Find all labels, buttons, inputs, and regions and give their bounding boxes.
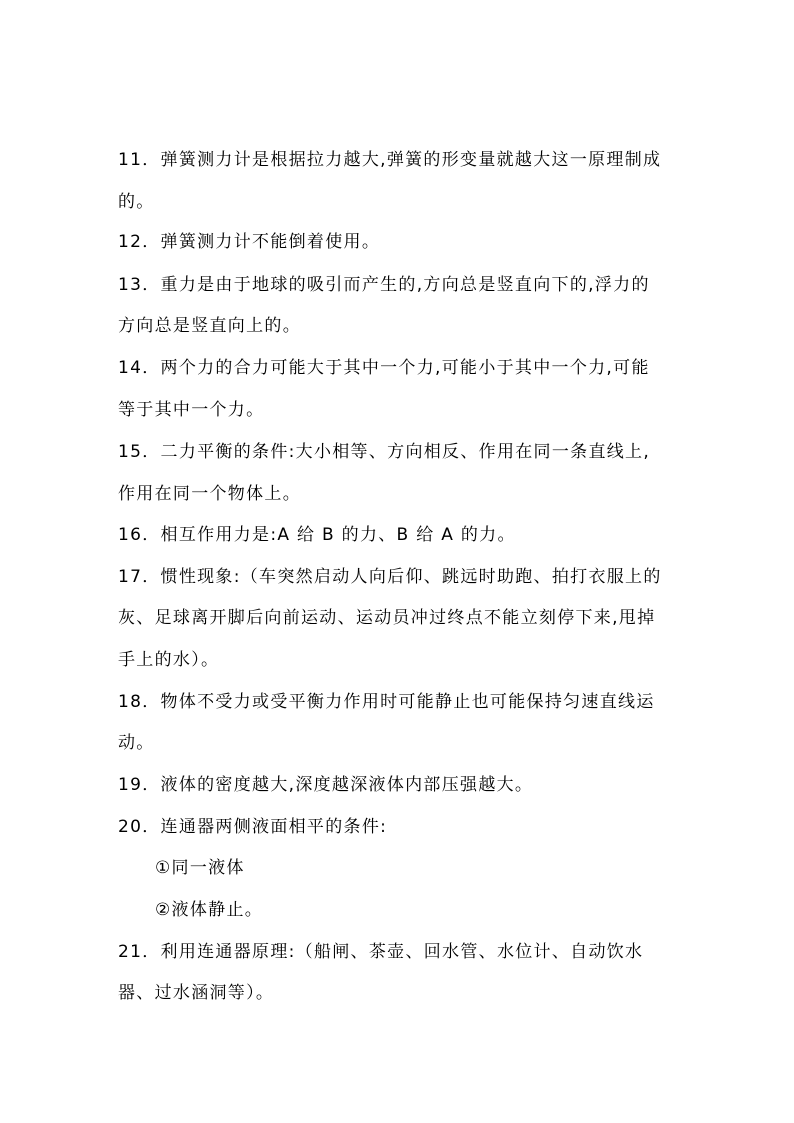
text-line: ②液体静止。 (155, 900, 264, 920)
text-line: 20．连通器两侧液面相平的条件: (118, 817, 388, 837)
text-line: 手上的水）。 (118, 650, 220, 670)
text-line: 21．利用连通器原理:（船闸、茶壶、回水管、水位计、自动饮水 (118, 942, 644, 962)
text-line: ①同一液体 (155, 858, 245, 878)
text-line: 14．两个力的合力可能大于其中一个力,可能小于其中一个力,可能 (118, 358, 650, 378)
text-line: 灰、足球离开脚后向前运动、运动员冲过终点不能立刻停下来,甩掉 (118, 608, 656, 628)
text-line: 13．重力是由于地球的吸引而产生的,方向总是竖直向下的,浮力的 (118, 275, 650, 295)
text-line: 方向总是竖直向上的。 (118, 316, 301, 336)
text-line: 19．液体的密度越大,深度越深液体内部压强越大。 (118, 775, 534, 795)
text-line: 器、过水涵洞等）。 (118, 983, 275, 1003)
text-line: 17．惯性现象:（车突然启动人向后仰、跳远时助跑、拍打衣服上的 (118, 567, 662, 587)
text-line: 15．二力平衡的条件:大小相等、方向相反、作用在同一条直线上, (118, 442, 651, 462)
text-line: 动。 (118, 733, 155, 753)
text-line: 11．弹簧测力计是根据拉力越大,弹簧的形变量就越大这一原理制成 (118, 150, 662, 170)
text-line: 12．弹簧测力计不能倒着使用。 (118, 232, 381, 252)
text-line: 作用在同一个物体上。 (118, 484, 301, 504)
text-line: 的。 (118, 192, 155, 212)
text-line: 等于其中一个力。 (118, 400, 265, 420)
text-line: 18．物体不受力或受平衡力作用时可能静止也可能保持匀速直线运 (118, 692, 655, 712)
text-line: 16．相互作用力是:A 给 B 的力、B 给 A 的力。 (118, 525, 516, 545)
